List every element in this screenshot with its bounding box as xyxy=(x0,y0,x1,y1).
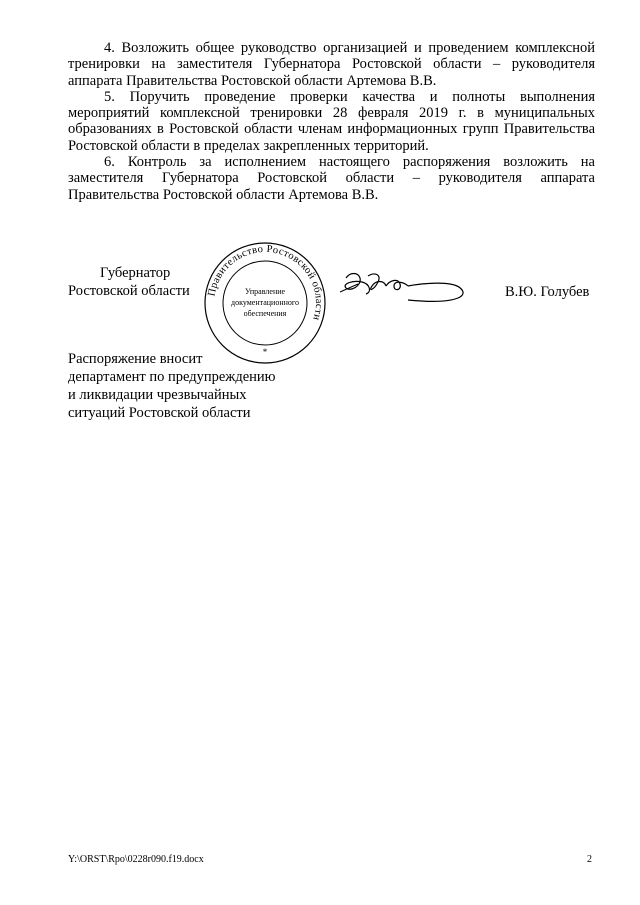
seal-outer-text: Правительство Ростовской области xyxy=(206,243,325,322)
seal-star: * xyxy=(262,347,268,357)
submitter-line3: и ликвидации чрезвычайных xyxy=(68,387,247,403)
page-number: 2 xyxy=(587,854,592,865)
signature-block xyxy=(0,240,640,360)
signer-name: В.Ю. Голубев xyxy=(505,284,590,300)
seal-inner-line3: обеспечения xyxy=(243,309,287,318)
seal-inner-line2: документационного xyxy=(231,298,299,307)
paragraph-6: 6. Контроль за исполнением настоящего распоряжения возложить на заместителя Губернатора Ростовской области – руководителя аппарата Правительства Ростовской области Артемова В.В. xyxy=(68,154,595,203)
official-seal-stamp xyxy=(202,240,328,366)
paragraph-5: 5. Поручить проведение проверки качества и полноты выполнения мероприятий комплексной тренировки 28 февраля 2019 г. в муниципальных образованиях в Ростовской области членам информационных групп Правительства Ростовской области в пределах закрепленных территорий. xyxy=(68,88,595,154)
footer-file-path: Y:\ORST\Rpo\0228r090.f19.docx xyxy=(68,854,204,865)
signer-position-line2: Ростовской области xyxy=(68,283,190,299)
document-body xyxy=(68,40,595,203)
submitter-line1: Распоряжение вносит xyxy=(68,351,203,367)
paragraph-4: 4. Возложить общее руководство организацией и проведением комплексной тренировки на заместителя Губернатора Ростовской области – руководителя аппарата Правительства Ростовской области Артемова В.В. xyxy=(68,40,595,89)
seal-inner-line1: Управление xyxy=(244,287,286,296)
submitter-note xyxy=(68,350,276,422)
handwritten-signature xyxy=(338,266,478,310)
signer-position-line1: Губернатор xyxy=(100,265,171,281)
submitter-line2: департамент по предупреждению xyxy=(68,369,276,385)
signer-position xyxy=(68,264,190,300)
submitter-line4: ситуаций Ростовской области xyxy=(68,405,251,421)
